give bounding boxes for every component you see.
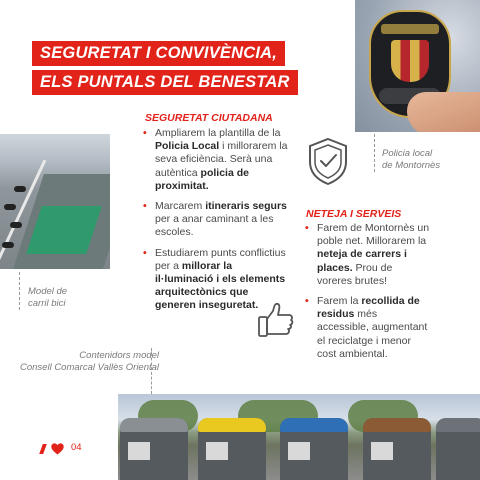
emphasis-text: neteja de carrers i places. bbox=[317, 248, 407, 274]
body-text: Prou de voreres brutes! bbox=[317, 261, 393, 287]
caption-divider bbox=[374, 134, 375, 172]
caption-line: Policia local bbox=[382, 148, 433, 159]
body-text: i millorarem la seva eficiència. Serà una autèntica bbox=[155, 140, 288, 179]
caption-line: Model de bbox=[28, 286, 68, 297]
caption-line: Consell Comarcal Vallès Oriental bbox=[20, 361, 160, 373]
body-text: Ampliarem la plantilla de la bbox=[155, 127, 281, 139]
emphasis-text: Policia Local bbox=[155, 140, 220, 153]
caption-line: de Montornès bbox=[382, 159, 441, 171]
section-heading-seguretat: SEGURETAT CIUTADANA bbox=[145, 112, 273, 124]
list-item bbox=[305, 222, 430, 288]
footer-slash bbox=[39, 444, 47, 454]
caption-divider bbox=[151, 348, 152, 394]
list-item bbox=[143, 200, 288, 240]
page-title-line-1: SEGURETAT I CONVIVÈNCIA, bbox=[32, 41, 285, 66]
body-text: Farem de Montornès un poble net. Millorarem la bbox=[317, 222, 430, 248]
caption-line: Contenidors model bbox=[79, 350, 160, 361]
list-item bbox=[143, 127, 288, 193]
list-neteja bbox=[305, 222, 430, 368]
body-text: Estudiarem punts conflictius per a bbox=[155, 246, 286, 272]
containers-photo bbox=[118, 394, 480, 480]
body-text: Farem la bbox=[317, 295, 362, 308]
bike-lane-photo bbox=[0, 134, 110, 269]
page-number: 04 bbox=[71, 442, 82, 453]
caption-containers bbox=[20, 350, 159, 373]
caption-police bbox=[382, 148, 440, 171]
police-badge-photo bbox=[355, 0, 480, 132]
thumbs-up-icon bbox=[256, 300, 296, 340]
shield-check-icon bbox=[306, 136, 350, 186]
list-item bbox=[305, 295, 430, 361]
body-text: més accessible, augmentant el reciclatge i menor cost ambiental. bbox=[317, 308, 428, 360]
caption-bike-lane bbox=[28, 286, 67, 309]
heart-icon bbox=[51, 443, 64, 455]
body-text: Marcarem bbox=[155, 200, 206, 213]
caption-line: carril bici bbox=[28, 297, 66, 309]
emphasis-text: recollida de residus bbox=[317, 295, 420, 321]
body-text: per a anar caminant a les escoles. bbox=[155, 213, 274, 239]
list-seguretat bbox=[143, 127, 288, 320]
emphasis-text: policia de proximitat. bbox=[155, 166, 249, 192]
municipal-shield-icon bbox=[391, 40, 429, 82]
emphasis-text: millorar la il·luminació i els elements arquitectònics que generen inseguretat. bbox=[155, 259, 286, 312]
caption-divider bbox=[19, 272, 20, 310]
page-title-line-2: ELS PUNTALS DEL BENESTAR bbox=[32, 70, 298, 95]
section-heading-neteja: NETEJA I SERVEIS bbox=[306, 208, 402, 220]
emphasis-text: itineraris segurs bbox=[205, 200, 287, 213]
